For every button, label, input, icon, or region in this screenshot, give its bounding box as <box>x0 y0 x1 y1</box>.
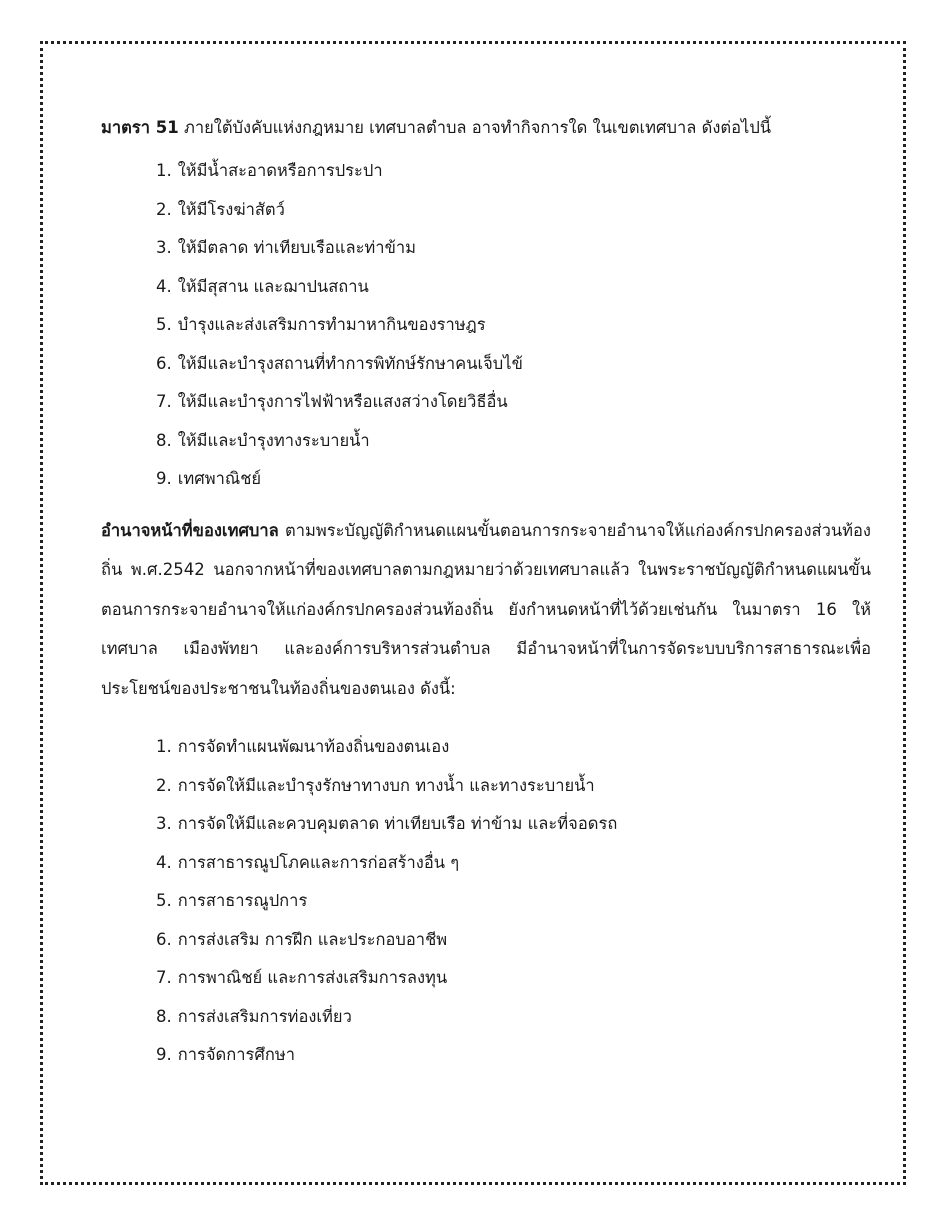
list-item <box>101 998 871 1037</box>
list-item-number: 3. <box>156 814 172 833</box>
list-item-text: ให้มีโรงฆ่าสัตว์ <box>177 199 285 219</box>
list-item-text: ให้มีและบำรุงทางระบายน้ำ <box>177 430 370 450</box>
list-item <box>101 345 871 384</box>
list-item-text: การส่งเสริม การฝึก และประกอบอาชีพ <box>177 929 448 949</box>
list-item-text: ให้มีสุสาน และฌาปนสถาน <box>177 276 369 296</box>
list-item-text: การสาธารณูปการ <box>177 891 308 910</box>
list-item-text: การจัดให้มีและควบคุมตลาด ท่าเทียบเรือ ท่าข้าม และที่จอดรถ <box>177 814 618 833</box>
list-item-text: การจัดให้มีและบำรุงรักษาทางบก ทางน้ำ และทางระบายน้ำ <box>177 775 595 795</box>
list-item <box>101 728 871 767</box>
section1-heading: มาตรา 51 <box>101 118 179 137</box>
list-item <box>101 767 871 806</box>
list-item <box>101 959 871 998</box>
list-item-number: 5. <box>156 891 172 910</box>
list-item-number: 1. <box>156 161 172 180</box>
section1-paragraph <box>101 114 871 142</box>
list-item-number: 9. <box>156 469 172 488</box>
list-item-text: การพาณิชย์ และการส่งเสริมการลงทุน <box>177 968 448 987</box>
list-item-number: 2. <box>156 775 172 795</box>
list-item <box>101 191 871 230</box>
list-item-text: การส่งเสริมการท่องเที่ยว <box>177 1006 352 1026</box>
list-item-number: 7. <box>156 392 172 411</box>
list-item-text: การจัดทำแผนพัฒนาท้องถิ่นของตนเอง <box>177 737 450 756</box>
list-item-number: 8. <box>156 430 172 450</box>
list-item-number: 8. <box>156 1006 172 1026</box>
section2-heading: อำนาจหน้าที่ของเทศบาล <box>101 520 279 540</box>
list-item-number: 2. <box>156 199 172 219</box>
list-item <box>101 229 871 268</box>
list-item-number: 5. <box>156 315 172 334</box>
list-item-text: การสาธารณูปโภคและการก่อสร้างอื่น ๆ <box>177 852 460 872</box>
list-item-number: 9. <box>156 1045 172 1064</box>
list-item <box>101 882 871 921</box>
list-item <box>101 460 871 499</box>
list-item-text: ให้มีและบำรุงการไฟฟ้าหรือแสงสว่างโดยวิธีอื่น <box>177 392 508 411</box>
list-item <box>101 1036 871 1075</box>
document-body <box>101 114 871 1075</box>
list-item-text: เทศพาณิชย์ <box>177 469 262 488</box>
section2-text: ตามพระบัญญัติกำหนดแผนขั้นตอนการกระจายอำนาจให้แก่องค์กรปกครองส่วนท้องถิ่น พ.ศ.2542 นอกจากหน้าที่ของเทศบาลตามกฎหมายว่าด้วยเทศบาลแล้ว ในพระราชบัญญัติกำหนดแผนขั้นตอนการกระจายอำนาจให้แก่องค์กรปกครองส่วนท้องถิ่น ยังกำหนดหน้าที่ไว้ด้วยเช่นกัน ในมาตรา 16 ให้เทศบาล เมืองพัทยา และองค์การบริหารส่วนตำบล มีอำนาจหน้าที่ในการจัดระบบบริการสาธารณะเพื่อประโยชน์ของประชาชนในท้องถิ่นของตนเอง ดังนี้: <box>101 520 871 698</box>
section2-paragraph <box>101 511 871 709</box>
list-item <box>101 805 871 844</box>
list-item <box>101 306 871 345</box>
section1-list <box>101 152 871 499</box>
list-item-text: ให้มีตลาด ท่าเทียบเรือและท่าข้าม <box>177 238 416 257</box>
list-item-number: 4. <box>156 276 172 296</box>
list-item <box>101 422 871 461</box>
list-item-text: ให้มีน้ำสะอาดหรือการประปา <box>177 161 383 180</box>
list-item-text: การจัดการศึกษา <box>177 1045 295 1064</box>
list-item-number: 7. <box>156 968 172 987</box>
list-item-text: ให้มีและบำรุงสถานที่ทำการพิทักษ์รักษาคนเจ็บไข้ <box>177 353 523 373</box>
list-item-number: 6. <box>156 929 172 949</box>
list-item-number: 6. <box>156 353 172 373</box>
list-item <box>101 844 871 883</box>
list-item <box>101 152 871 191</box>
section2-list <box>101 728 871 1075</box>
list-item-number: 4. <box>156 852 172 872</box>
list-item <box>101 268 871 307</box>
section1-text: ภายใต้บังคับแห่งกฎหมาย เทศบาลตำบล อาจทำกิจการใด ในเขตเทศบาล ดังต่อไปนี้ <box>178 118 772 137</box>
list-item <box>101 921 871 960</box>
list-item-number: 3. <box>156 238 172 257</box>
list-item <box>101 383 871 422</box>
list-item-text: บำรุงและส่งเสริมการทำมาหากินของราษฎร <box>177 315 486 334</box>
list-item-number: 1. <box>156 737 172 756</box>
